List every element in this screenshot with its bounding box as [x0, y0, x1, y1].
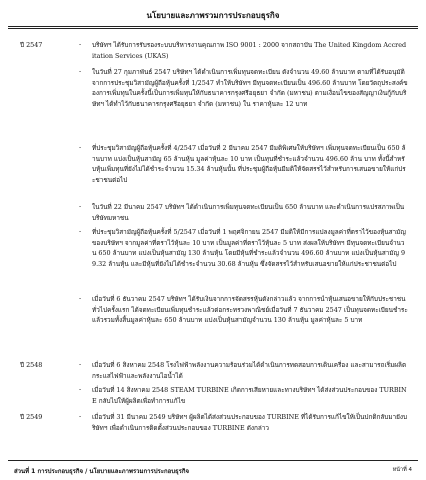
bullet-dash: - [79, 40, 82, 48]
bullet-dash: - [79, 227, 82, 235]
header-divider [8, 26, 418, 27]
entry-text: เมื่อวันที่ 6 สิงหาคม 2548 โรงไฟฟ้าพลังงานความร้อนร่วมได้ดำเนินการทดสอบการเดินเครื่อง และสามารถเริ่มผลิตกระแสไฟฟ้าและพลังงานไอน้ำได้ [92, 361, 407, 380]
entry-text: ที่ประชุมวิสามัญผู้ถือหุ้นครั้งที่ 5/2547 เมื่อวันที่ 1 พฤศจิกายน 2547 มีมติให้มีการแปลงมูลค่าที่ตราไว้ของหุ้นสามัญของบริษัทฯ จากมูลค่าที่ตราไว้หุ้นละ 10 บาท เป็นมูลค่าที่ตราไว้หุ้นละ 5 บาท ส่งผลให้บริษัทฯ มีทุนจดทะเบียนจำนวน 650 ล้านบาท แบ่งเป็นหุ้นสามัญ 130 ล้านหุ้น โดยมีหุ้นที่ชำระแล้วจำนวน 496.60 ล้านบาท แบ่งเป็นหุ้นสามัญ 99.32 ล้านหุ้น และมีหุ้นที่ยังไม่ได้ชำระจำนวน 30.68 ล้านหุ้น ซึ่งจัดสรรไว้สำหรับเสนอขายให้แก่ประชาชนต่อไป [92, 228, 406, 268]
entry-text: บริษัทฯ ได้รับการรับรองระบบบริหารงานคุณภาพ ISO 9001 : 2000 จากสถาบัน The United Kingdom Accreditation Services (UKAS) [92, 41, 407, 60]
header-divider-secondary [8, 28, 418, 29]
bullet-dash: - [79, 67, 82, 75]
entry-text: ที่ประชุมวิสามัญผู้ถือหุ้นครั้งที่ 4/2547 เมื่อวันที่ 2 มีนาคม 2547 มีมติพิเศษให้บริษัทฯ เพิ่มทุนจดทะเบียนเป็น 650 ล้านบาท แบ่งเป็นหุ้นสามัญ 65 ล้านหุ้น มูลค่าหุ้นละ 10 บาท เป็นทุนที่ชำระแล้วจำนวน 496.60 ล้าน บาท ทั้งนี้สำหรับหุ้นเพิ่มทุนที่ยังไม่ได้ชำระจำนวน 15.34 ล้านหุ้นนั้น ที่ประชุมผู้ถือหุ้นมีมติให้จัดสรรไว้สำหรับการเสนอขายให้แก่ประชาชนต่อไป [92, 144, 406, 184]
entry-text: ในวันที่ 22 มีนาคม 2547 บริษัทฯ ได้ดำเนินการเพิ่มทุนจดทะเบียนเป็น 650 ล้านบาท และดำเนินการแปรสภาพเป็นบริษัทมหาชน [92, 203, 405, 222]
entry-year: ปี 2549 [20, 413, 43, 421]
bullet-dash: - [79, 412, 82, 420]
entry-year: ปี 2547 [20, 41, 43, 49]
bullet-dash: - [79, 202, 82, 210]
bullet-dash: - [79, 385, 82, 393]
page-title: นโยบายและภาพรวมการประกอบธุรกิจ [146, 11, 280, 20]
page-number: หน้าที่ 4 [392, 467, 412, 473]
entry-year: ปี 2548 [20, 361, 43, 369]
entry-text: เมื่อวันที่ 6 ธันวาคม 2547 บริษัทฯ ได้รับเงินจากการจัดสรรหุ้นดังกล่าวแล้ว จากการนำหุ้นเสนอขายให้กับประชาชนทั่วไปครั้งแรก ได้จดทะเบียนเพิ่มทุนชำระแล้วต่อกระทรวงพาณิชย์เมื่อวันที่ 7 ธันวาคม 2547 เป็นทุนจดทะเบียนชำระแล้วรวมทั้งสิ้นมูลค่าหุ้นละ 650 ล้านบาท แบ่งเป็นหุ้นสามัญจำนวน 130 ล้านหุ้น มูลค่าหุ้นละ 5 บาท [92, 295, 408, 325]
entry-text: เมื่อวันที่ 31 มีนาคม 2549 บริษัทฯ ผู้ผลิตได้ส่งส่วนประกอบของ TURBINE ที่ได้รับการแก้ไขให้เป็นปกติกลับมายังบริษัทฯ เพื่อดำเนินการติดตั้งส่วนประกอบของ TURBINE ดังกล่าว [92, 413, 408, 432]
footer-divider [8, 460, 418, 461]
entry-text: ในวันที่ 27 กุมภาพันธ์ 2547 บริษัทฯ ได้ดำเนินการเพิ่มทุนจดทะเบียน ดังจำนวน 49.60 ล้านบาท ตามที่ได้รับอนุมัติจากการประชุมวิสามัญผู้ถือหุ้นครั้งที่ 1/2547 ทำให้บริษัทฯ มีทุนจดทะเบียนเป็น 496.60 ล้านบาท โดยวัตถุประสงค์ของการเพิ่มทุนในครั้งนี้เป็นการเพิ่มทุนให้กับธนาคารกรุงศรีอยุธยา จำกัด (มหาชน) ตามเงื่อนไขของสัญญาเงินกู้กับบริษัทฯ ได้ทำไว้กับธนาคารกรุงศรีอยุธยา จำกัด (มหาชน) ใน ราคาหุ้นละ 12 บาท [92, 68, 408, 108]
footer-section-label: ส่วนที่ 1 การประกอบธุรกิจ / นโยบายและภาพรวมการประกอบธุรกิจ [14, 468, 190, 475]
bullet-dash: - [79, 143, 82, 151]
bullet-dash: - [79, 360, 82, 368]
bullet-dash: - [79, 294, 82, 302]
entry-text: เมื่อวันที่ 14 สิงหาคม 2548 STEAM TURBINE เกิดการเสียหายและทางบริษัทฯ ได้ส่งส่วนประกอบของ TURBINE กลับไปให้ผู้ผลิตเพื่อทำการแก้ไข [92, 386, 407, 405]
